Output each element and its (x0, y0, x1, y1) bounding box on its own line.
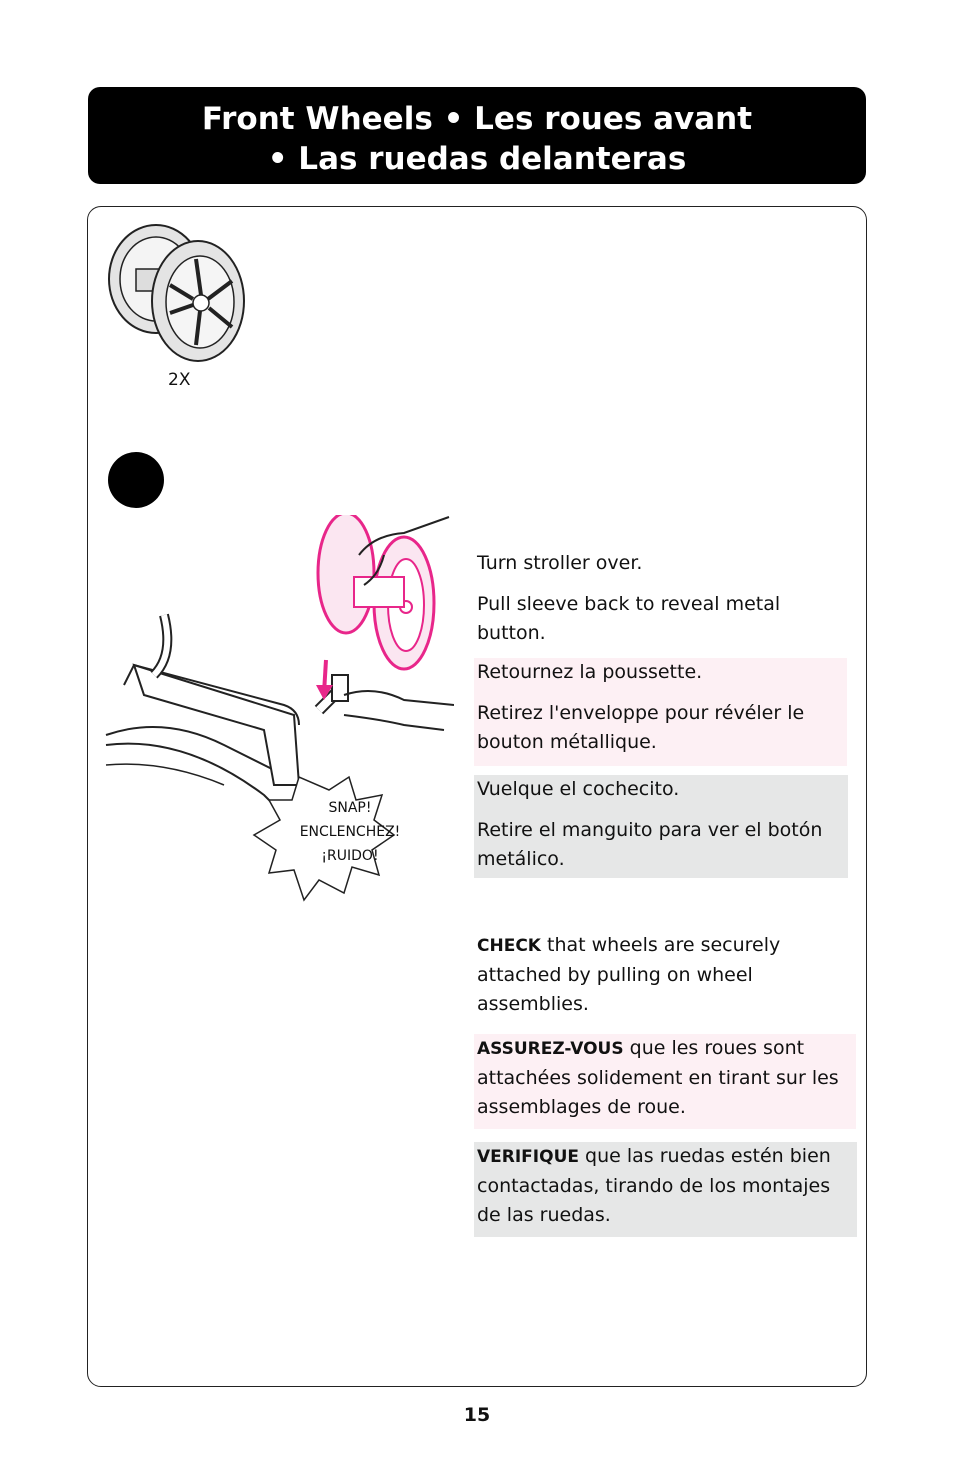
check-fr-keyword: ASSUREZ-VOUS (477, 1039, 624, 1059)
step-instructions-fr (474, 658, 847, 766)
page-number: 15 (463, 1404, 491, 1426)
header-title-line2: • Las ruedas delanteras (267, 141, 687, 177)
check-instructions-en (474, 931, 844, 1019)
step-es-line1: Vuelque el cochecito. (477, 778, 680, 800)
section-header (88, 87, 866, 184)
check-es-text: que las ruedas estén bien contactadas, tirando de los montajes de las ruedas. (477, 1145, 831, 1226)
header-title-line1: Front Wheels • Les roues avant (201, 101, 753, 137)
snap-burst-label (270, 796, 430, 868)
check-es-keyword: VERIFIQUE (477, 1147, 579, 1167)
check-fr-text: que les roues sont attachées solidement en tirant sur les assemblages de roue. (477, 1037, 839, 1118)
burst-line-es: ¡RUIDO! (321, 848, 379, 864)
step-fr-line2: Retirez l'enveloppe pour révéler le bouton métallique. (477, 702, 805, 753)
step-fr-line1: Retournez la poussette. (477, 661, 703, 683)
check-en-keyword: CHECK (477, 936, 541, 956)
burst-line-en: SNAP! (328, 800, 372, 816)
burst-line-fr: ENCLENCHEZ! (299, 824, 401, 840)
check-en-text: that wheels are securely attached by pulling on wheel assemblies. (477, 934, 781, 1015)
step-marker-dot (108, 452, 164, 508)
step-en-line1: Turn stroller over. (477, 552, 643, 574)
check-instructions-es (474, 1142, 857, 1237)
step-instructions-es (474, 775, 848, 878)
wheels-parts-illustration (104, 215, 250, 367)
step-en-line2: Pull sleeve back to reveal metal button. (477, 593, 781, 644)
step-es-line2: Retire el manguito para ver el botón metálico. (477, 819, 823, 870)
step-instructions-en (474, 549, 846, 648)
check-instructions-fr (474, 1034, 856, 1129)
quantity-label: 2X (168, 370, 191, 390)
